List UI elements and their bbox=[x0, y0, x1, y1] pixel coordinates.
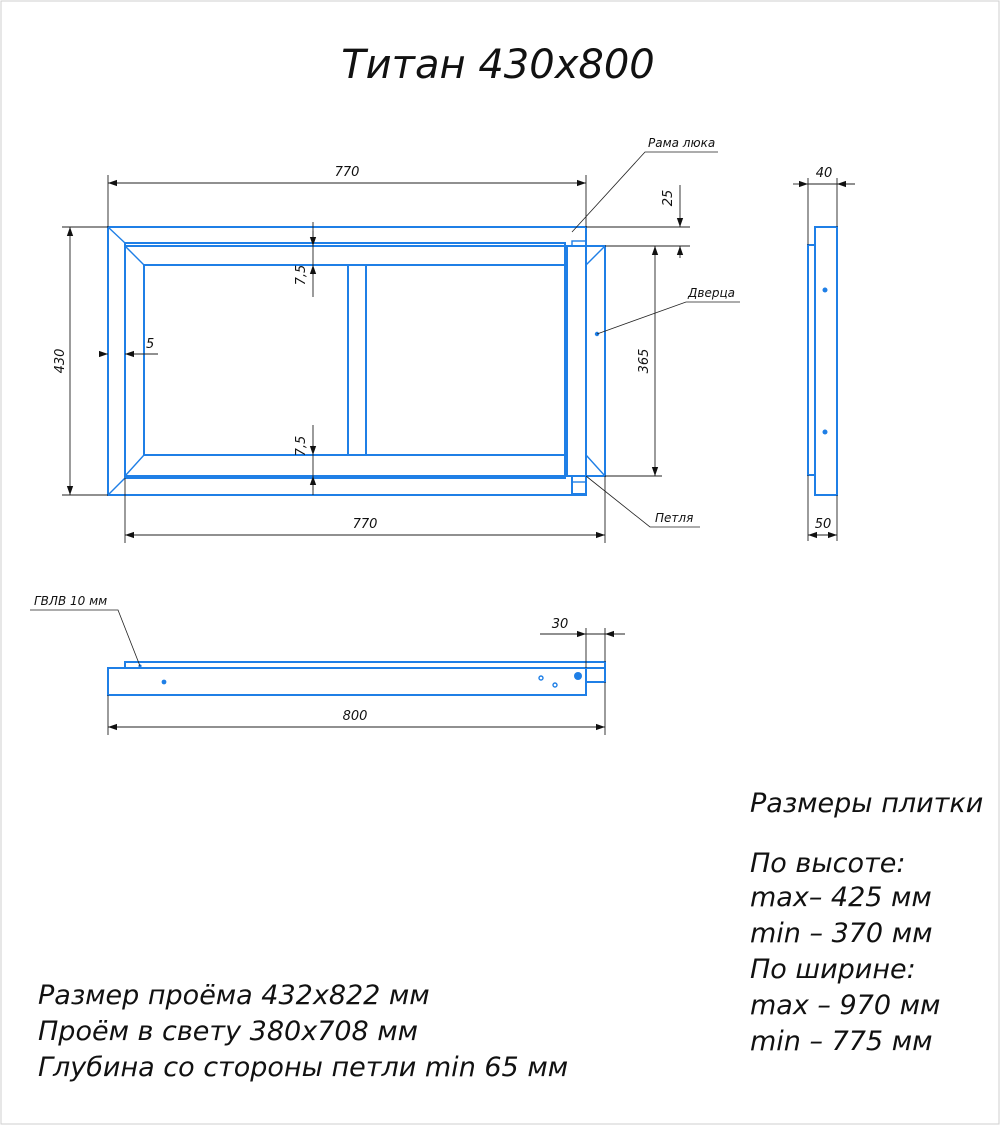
bottom-profile-tab bbox=[586, 668, 605, 682]
tile-width-min: min – 775 мм bbox=[750, 1026, 933, 1057]
dim-top-width: 770 bbox=[334, 165, 360, 180]
dim-gap-bottom: 7,5 bbox=[294, 435, 309, 457]
dim-gap-top: 7,5 bbox=[294, 264, 309, 286]
dim-bottom-offset: 30 bbox=[551, 617, 569, 632]
dim-side-bottom: 50 bbox=[814, 517, 832, 532]
side-profile-body bbox=[815, 227, 837, 495]
label-frame: Рама люка bbox=[648, 136, 716, 150]
side-view bbox=[793, 166, 855, 541]
drawing-title: Титан 430х800 bbox=[341, 42, 655, 88]
hinge bbox=[572, 476, 586, 494]
tile-width-heading: По ширине: bbox=[750, 954, 916, 985]
dim-side-gap: 5 bbox=[146, 337, 155, 352]
front-view bbox=[53, 136, 740, 543]
tile-height-min: min – 370 мм bbox=[750, 918, 933, 949]
side-profile-flange bbox=[808, 245, 815, 475]
opening-size-note: Размер проёма 432х822 мм bbox=[38, 980, 430, 1011]
opening-notes-block bbox=[38, 980, 568, 1083]
center-mullion bbox=[348, 265, 366, 455]
door-side-profile bbox=[567, 246, 586, 476]
label-board: ГВЛВ 10 мм bbox=[34, 594, 108, 608]
bottom-view bbox=[30, 594, 625, 735]
tile-height-heading: По высоте: bbox=[750, 848, 906, 879]
clear-opening-note: Проём в свету 380х708 мм bbox=[38, 1016, 419, 1047]
tile-sizes-heading: Размеры плитки bbox=[750, 788, 984, 819]
label-door: Дверца bbox=[688, 286, 735, 300]
dim-bottom-length: 800 bbox=[342, 709, 368, 724]
door-inner-opening bbox=[144, 265, 567, 455]
dim-bottom-width: 770 bbox=[352, 517, 378, 532]
dim-top-offset: 25 bbox=[661, 189, 676, 207]
tile-sizes-block bbox=[750, 788, 983, 1057]
dim-door-height: 365 bbox=[637, 348, 652, 374]
dim-height: 430 bbox=[53, 348, 68, 374]
hatch-frame-inner bbox=[125, 243, 565, 478]
tile-height-max: max– 425 мм bbox=[750, 882, 932, 913]
hinge-depth-note: Глубина со стороны петли min 65 мм bbox=[38, 1052, 569, 1083]
dim-side-top: 40 bbox=[815, 166, 833, 181]
tile-width-max: max – 970 мм bbox=[750, 990, 941, 1021]
label-hinge: Петля bbox=[655, 511, 694, 525]
bottom-profile-body bbox=[108, 668, 586, 695]
